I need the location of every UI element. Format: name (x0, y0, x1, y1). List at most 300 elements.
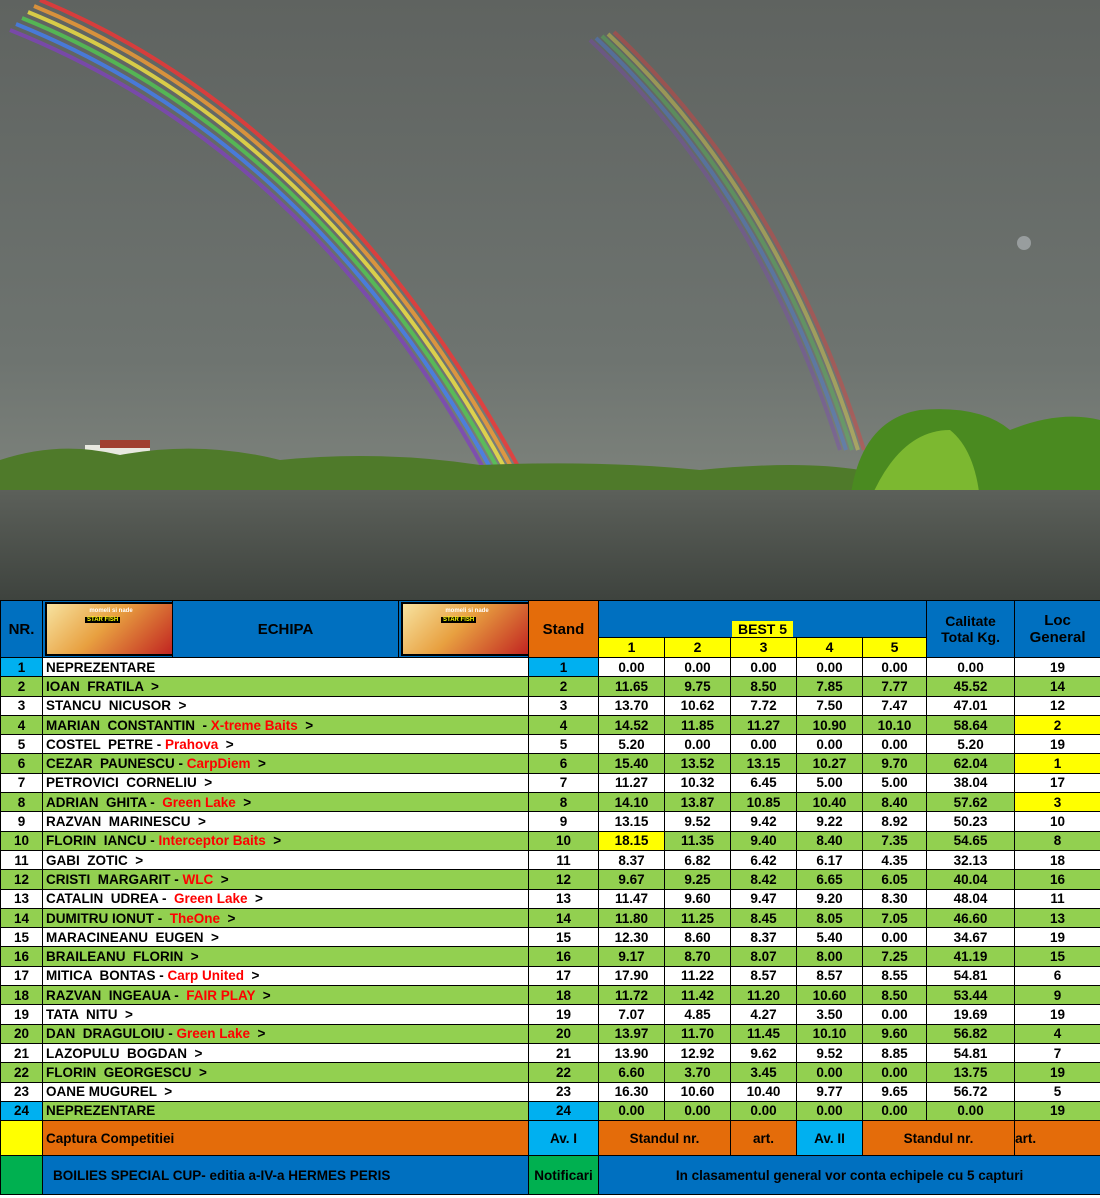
stand-cell: 2 (529, 677, 599, 696)
notificari-label: Notificari (529, 1156, 599, 1195)
best-value-cell: 5.40 (797, 928, 863, 947)
echipa-cell (43, 715, 529, 734)
stand-cell: 1 (529, 658, 599, 677)
angler-name: STANCU NICUSOR > (46, 698, 187, 714)
row-suffix: > (218, 736, 234, 752)
best-value-cell: 8.50 (863, 986, 927, 1005)
best-value-cell: 6.65 (797, 870, 863, 889)
total-kg-cell: 40.04 (927, 870, 1015, 889)
angler-name: OANE MUGUREL > (46, 1084, 173, 1100)
echipa-cell (43, 793, 529, 812)
best5-header: BEST 5 (599, 601, 927, 638)
angler-name: MITICA BONTAS - (46, 968, 168, 984)
row-suffix: > (250, 756, 266, 772)
echipa-cell (43, 1082, 529, 1101)
table-row (1, 773, 1100, 792)
footer-green-cell (1, 1156, 43, 1195)
best-value-cell: 11.65 (599, 677, 665, 696)
nr-cell: 11 (1, 850, 43, 869)
nr-cell: 7 (1, 773, 43, 792)
stand-cell: 15 (529, 928, 599, 947)
best-value-cell: 11.70 (665, 1024, 731, 1043)
best-value-cell: 10.60 (665, 1082, 731, 1101)
total-kg-cell: 56.72 (927, 1082, 1015, 1101)
best-value-cell: 8.42 (731, 870, 797, 889)
team-name: Green Lake (176, 1026, 251, 1042)
best-value-cell: 11.85 (665, 715, 731, 734)
row-suffix: > (244, 968, 260, 984)
best-value-cell: 9.62 (731, 1043, 797, 1062)
best-value-cell: 0.00 (863, 658, 927, 677)
best-value-cell: 8.57 (797, 966, 863, 985)
loc-general-cell: 19 (1015, 735, 1100, 754)
loc-general-cell: 4 (1015, 1024, 1100, 1043)
stand-cell: 12 (529, 870, 599, 889)
best-value-cell: 8.70 (665, 947, 731, 966)
best-value-cell: 10.60 (797, 986, 863, 1005)
team-name: TheOne (169, 910, 221, 926)
best-value-cell: 12.92 (665, 1043, 731, 1062)
standul1-label: Standul nr. (599, 1121, 731, 1156)
best-col-3: 3 (731, 637, 797, 657)
best-value-cell: 13.15 (599, 812, 665, 831)
nr-cell: 6 (1, 754, 43, 773)
angler-name: MARIAN CONSTANTIN - (46, 717, 211, 733)
table-row (1, 850, 1100, 869)
echipa-cell (43, 658, 529, 677)
total-kg-cell: 54.81 (927, 966, 1015, 985)
best-value-cell: 5.00 (863, 773, 927, 792)
best-value-cell: 11.22 (665, 966, 731, 985)
echipa-cell (43, 947, 529, 966)
footer-row-notes (1, 1156, 1100, 1195)
results-table-sheet (0, 600, 1100, 1198)
stand-cell: 21 (529, 1043, 599, 1062)
total-kg-cell: 56.82 (927, 1024, 1015, 1043)
best-value-cell: 8.00 (797, 947, 863, 966)
total-kg-cell: 46.60 (927, 908, 1015, 927)
nr-cell: 20 (1, 1024, 43, 1043)
nr-cell: 4 (1, 715, 43, 734)
row-suffix: > (255, 987, 271, 1003)
loc-general-cell: 6 (1015, 966, 1100, 985)
best-value-cell: 12.30 (599, 928, 665, 947)
best-value-cell: 0.00 (665, 735, 731, 754)
nr-cell: 16 (1, 947, 43, 966)
best-value-cell: 7.47 (863, 696, 927, 715)
best-value-cell: 8.57 (731, 966, 797, 985)
table-row (1, 696, 1100, 715)
best-value-cell: 11.35 (665, 831, 731, 850)
loc-general-cell: 18 (1015, 850, 1100, 869)
angler-name: NEPREZENTARE (46, 1103, 156, 1119)
stand-cell: 3 (529, 696, 599, 715)
best-value-cell: 8.85 (863, 1043, 927, 1062)
best-value-cell: 0.00 (863, 1101, 927, 1120)
best-value-cell: 10.40 (731, 1082, 797, 1101)
table-row (1, 947, 1100, 966)
stand-cell: 7 (529, 773, 599, 792)
best-value-cell: 8.07 (731, 947, 797, 966)
best-value-cell: 3.45 (731, 1063, 797, 1082)
best-value-cell: 5.00 (797, 773, 863, 792)
best-value-cell: 3.50 (797, 1005, 863, 1024)
stand-header: Stand (529, 601, 599, 658)
team-name: FAIR PLAY (186, 987, 256, 1003)
loc-general-cell: 8 (1015, 831, 1100, 850)
loc-general-cell: 9 (1015, 986, 1100, 1005)
nr-cell: 9 (1, 812, 43, 831)
best-value-cell: 7.77 (863, 677, 927, 696)
best-value-cell: 9.17 (599, 947, 665, 966)
total-kg-cell: 0.00 (927, 658, 1015, 677)
best-value-cell: 9.40 (731, 831, 797, 850)
best-value-cell: 8.37 (599, 850, 665, 869)
table-row (1, 1101, 1100, 1120)
team-name: Green Lake (162, 794, 236, 810)
echipa-cell (43, 754, 529, 773)
row-suffix: > (220, 910, 236, 926)
stand-cell: 18 (529, 986, 599, 1005)
results-rows (1, 658, 1100, 1121)
nr-cell: 1 (1, 658, 43, 677)
angler-name: CATALIN UDREA - (46, 891, 174, 907)
best-value-cell: 0.00 (797, 658, 863, 677)
table-row (1, 986, 1100, 1005)
loc-general-cell: 1 (1015, 754, 1100, 773)
best-value-cell: 14.10 (599, 793, 665, 812)
captura-label: Captura Competitiei (43, 1121, 529, 1156)
best-value-cell: 13.90 (599, 1043, 665, 1062)
av2-label: Av. II (797, 1121, 863, 1156)
row-suffix: > (247, 891, 263, 907)
nr-header: NR. (1, 601, 43, 658)
table-row (1, 735, 1100, 754)
best-value-cell: 11.72 (599, 986, 665, 1005)
best-value-cell: 0.00 (797, 735, 863, 754)
best-value-cell: 0.00 (863, 735, 927, 754)
stand-cell: 13 (529, 889, 599, 908)
angler-name: GABI ZOTIC > (46, 852, 144, 868)
total-kg-cell: 47.01 (927, 696, 1015, 715)
loc-general-cell: 19 (1015, 928, 1100, 947)
angler-name: LAZOPULU BOGDAN > (46, 1045, 203, 1061)
best-value-cell: 13.70 (599, 696, 665, 715)
best-value-cell: 10.62 (665, 696, 731, 715)
best-value-cell: 8.60 (665, 928, 731, 947)
stand-cell: 22 (529, 1063, 599, 1082)
best-value-cell: 0.00 (863, 928, 927, 947)
echipa-cell (43, 1063, 529, 1082)
best-value-cell: 14.52 (599, 715, 665, 734)
loc-general-cell: 19 (1015, 658, 1100, 677)
team-name: Green Lake (174, 891, 248, 907)
loc-general-cell: 19 (1015, 1063, 1100, 1082)
av1-label: Av. I (529, 1121, 599, 1156)
best-value-cell: 10.32 (665, 773, 731, 792)
angler-name: FLORIN IANCU - (46, 833, 159, 849)
best-value-cell: 7.07 (599, 1005, 665, 1024)
best-value-cell: 4.27 (731, 1005, 797, 1024)
total-kg-cell: 53.44 (927, 986, 1015, 1005)
best-value-cell: 11.42 (665, 986, 731, 1005)
nr-cell: 2 (1, 677, 43, 696)
loc-general-cell: 19 (1015, 1101, 1100, 1120)
echipa-cell (43, 928, 529, 947)
total-kg-cell: 48.04 (927, 889, 1015, 908)
angler-name: COSTEL PETRE - (46, 736, 166, 752)
starfish-logo-icon: momeli si nade STAR FISH (45, 602, 173, 656)
best-value-cell: 8.45 (731, 908, 797, 927)
nr-cell: 13 (1, 889, 43, 908)
best-value-cell: 8.30 (863, 889, 927, 908)
best-value-cell: 0.00 (797, 1101, 863, 1120)
best-value-cell: 9.42 (731, 812, 797, 831)
total-kg-cell: 57.62 (927, 793, 1015, 812)
echipa-cell (43, 908, 529, 927)
nr-cell: 12 (1, 870, 43, 889)
best-value-cell: 7.72 (731, 696, 797, 715)
best-value-cell: 15.40 (599, 754, 665, 773)
stand-cell: 10 (529, 831, 599, 850)
total-kg-cell: 45.52 (927, 677, 1015, 696)
notificari-note: In clasamentul general vor conta echipele cu 5 capturi (599, 1156, 1100, 1195)
loc-general-cell: 16 (1015, 870, 1100, 889)
footer-row-captura (1, 1121, 1100, 1156)
loc-header: Loc General (1015, 601, 1100, 658)
table-row (1, 812, 1100, 831)
angler-name: CEZAR PAUNESCU - (46, 756, 187, 772)
total-kg-cell: 34.67 (927, 928, 1015, 947)
best-value-cell: 9.60 (863, 1024, 927, 1043)
angler-name: CRISTI MARGARIT - (46, 871, 183, 887)
table-row (1, 831, 1100, 850)
nr-cell: 15 (1, 928, 43, 947)
best-value-cell: 7.35 (863, 831, 927, 850)
loc-general-cell: 3 (1015, 793, 1100, 812)
best-value-cell: 13.97 (599, 1024, 665, 1043)
total-kg-cell: 62.04 (927, 754, 1015, 773)
best-value-cell: 0.00 (863, 1063, 927, 1082)
best-value-cell: 10.10 (797, 1024, 863, 1043)
table-row (1, 715, 1100, 734)
nr-cell: 19 (1, 1005, 43, 1024)
team-name: WLC (182, 871, 214, 887)
echipa-cell (43, 696, 529, 715)
best-value-cell: 11.25 (665, 908, 731, 927)
table-row (1, 1043, 1100, 1062)
table-row (1, 870, 1100, 889)
starfish-logo-right (399, 601, 529, 658)
angler-name: FLORIN GEORGESCU > (46, 1064, 207, 1080)
best-value-cell: 0.00 (731, 658, 797, 677)
best-value-cell: 13.87 (665, 793, 731, 812)
stand-cell: 19 (529, 1005, 599, 1024)
table-row (1, 793, 1100, 812)
row-suffix: > (297, 717, 314, 733)
stand-cell: 16 (529, 947, 599, 966)
table-row (1, 658, 1100, 677)
best-value-cell: 6.45 (731, 773, 797, 792)
best-value-cell: 11.27 (731, 715, 797, 734)
footer-yellow-cell (1, 1121, 43, 1156)
standul2-label: Standul nr. (863, 1121, 1015, 1156)
echipa-cell (43, 1043, 529, 1062)
best-value-cell: 6.05 (863, 870, 927, 889)
table-row (1, 1024, 1100, 1043)
total-kg-cell: 0.00 (927, 1101, 1015, 1120)
echipa-cell (43, 850, 529, 869)
table-row (1, 908, 1100, 927)
best-value-cell: 8.40 (863, 793, 927, 812)
best-value-cell: 9.22 (797, 812, 863, 831)
table-row (1, 1005, 1100, 1024)
best-value-cell: 8.05 (797, 908, 863, 927)
best-value-cell: 0.00 (731, 1101, 797, 1120)
total-kg-cell: 32.13 (927, 850, 1015, 869)
angler-name: TATA NITU > (46, 1006, 133, 1022)
loc-general-cell: 11 (1015, 889, 1100, 908)
loc-general-cell: 19 (1015, 1005, 1100, 1024)
total-kg-cell: 54.81 (927, 1043, 1015, 1062)
best-value-cell: 9.52 (665, 812, 731, 831)
cup-title: BOILIES SPECIAL CUP- editia a-IV-a HERMES PERIS (43, 1156, 529, 1195)
angler-name: PETROVICI CORNELIU > (46, 775, 213, 791)
calitate-header: Calitate Total Kg. (927, 601, 1015, 658)
total-kg-cell: 41.19 (927, 947, 1015, 966)
echipa-cell (43, 870, 529, 889)
header-row (1, 601, 1100, 638)
starfish-logo-icon: momeli si nade STAR FISH (401, 602, 529, 656)
row-suffix: > (265, 833, 282, 849)
team-name: X-treme Baits (210, 717, 298, 733)
total-kg-cell: 54.65 (927, 831, 1015, 850)
stand-cell: 24 (529, 1101, 599, 1120)
best-value-cell: 10.85 (731, 793, 797, 812)
table-row (1, 889, 1100, 908)
starfish-logo-left (43, 601, 173, 658)
total-kg-cell: 5.20 (927, 735, 1015, 754)
best-value-cell: 13.52 (665, 754, 731, 773)
best-value-cell: 18.15 (599, 831, 665, 850)
best-value-cell: 6.82 (665, 850, 731, 869)
best-value-cell: 11.47 (599, 889, 665, 908)
stand-cell: 17 (529, 966, 599, 985)
stand-cell: 14 (529, 908, 599, 927)
row-suffix: > (213, 871, 229, 887)
best-value-cell: 7.05 (863, 908, 927, 927)
echipa-cell (43, 773, 529, 792)
best-value-cell: 0.00 (863, 1005, 927, 1024)
best-value-cell: 8.50 (731, 677, 797, 696)
row-suffix: > (235, 794, 252, 810)
team-name: Carp United (167, 968, 245, 984)
total-kg-cell: 19.69 (927, 1005, 1015, 1024)
best-value-cell: 11.80 (599, 908, 665, 927)
echipa-cell (43, 889, 529, 908)
loc-general-cell: 15 (1015, 947, 1100, 966)
angler-name: BRAILEANU FLORIN > (46, 949, 199, 965)
angler-name: ADRIAN GHITA - (46, 794, 163, 810)
best-value-cell: 9.67 (599, 870, 665, 889)
angler-name: RAZVAN MARINESCU > (46, 814, 206, 830)
best-value-cell: 0.00 (731, 735, 797, 754)
best-value-cell: 11.20 (731, 986, 797, 1005)
table-row (1, 1082, 1100, 1101)
best-value-cell: 9.75 (665, 677, 731, 696)
best-value-cell: 0.00 (665, 1101, 731, 1120)
table-row (1, 1063, 1100, 1082)
best-col-4: 4 (797, 637, 863, 657)
best-value-cell: 9.70 (863, 754, 927, 773)
best-value-cell: 9.65 (863, 1082, 927, 1101)
best-value-cell: 9.47 (731, 889, 797, 908)
nr-cell: 24 (1, 1101, 43, 1120)
team-name: CarpDiem (186, 756, 251, 772)
best-value-cell: 8.40 (797, 831, 863, 850)
total-kg-cell: 50.23 (927, 812, 1015, 831)
best-value-cell: 9.52 (797, 1043, 863, 1062)
nr-cell: 22 (1, 1063, 43, 1082)
echipa-cell (43, 812, 529, 831)
best-value-cell: 16.30 (599, 1082, 665, 1101)
total-kg-cell: 38.04 (927, 773, 1015, 792)
angler-name: DUMITRU IONUT - (46, 910, 170, 926)
results-table (0, 600, 1100, 1195)
loc-general-cell: 13 (1015, 908, 1100, 927)
table-row (1, 754, 1100, 773)
best-value-cell: 8.92 (863, 812, 927, 831)
row-suffix: > (250, 1026, 266, 1042)
echipa-cell (43, 966, 529, 985)
best-value-cell: 10.40 (797, 793, 863, 812)
nr-cell: 17 (1, 966, 43, 985)
best-value-cell: 0.00 (599, 1101, 665, 1120)
loc-general-cell: 2 (1015, 715, 1100, 734)
best-value-cell: 0.00 (599, 658, 665, 677)
best-value-cell: 11.27 (599, 773, 665, 792)
best-value-cell: 9.60 (665, 889, 731, 908)
echipa-cell (43, 1024, 529, 1043)
nr-cell: 10 (1, 831, 43, 850)
loc-general-cell: 10 (1015, 812, 1100, 831)
nr-cell: 21 (1, 1043, 43, 1062)
best-col-2: 2 (665, 637, 731, 657)
best-value-cell: 0.00 (797, 1063, 863, 1082)
stand-cell: 5 (529, 735, 599, 754)
echipa-header: ECHIPA (173, 601, 399, 658)
loc-general-cell: 17 (1015, 773, 1100, 792)
best-value-cell: 10.90 (797, 715, 863, 734)
best-value-cell: 4.85 (665, 1005, 731, 1024)
loc-general-cell: 12 (1015, 696, 1100, 715)
best-value-cell: 0.00 (665, 658, 731, 677)
best-value-cell: 6.17 (797, 850, 863, 869)
best-value-cell: 17.90 (599, 966, 665, 985)
stand-cell: 9 (529, 812, 599, 831)
best-value-cell: 7.50 (797, 696, 863, 715)
total-kg-cell: 58.64 (927, 715, 1015, 734)
best-value-cell: 6.60 (599, 1063, 665, 1082)
best-value-cell: 10.10 (863, 715, 927, 734)
nr-cell: 23 (1, 1082, 43, 1101)
best-value-cell: 3.70 (665, 1063, 731, 1082)
best-value-cell: 11.45 (731, 1024, 797, 1043)
team-name: Prahova (165, 736, 219, 752)
nr-cell: 8 (1, 793, 43, 812)
art2-label: art. (1015, 1121, 1100, 1156)
angler-name: NEPREZENTARE (46, 659, 156, 675)
